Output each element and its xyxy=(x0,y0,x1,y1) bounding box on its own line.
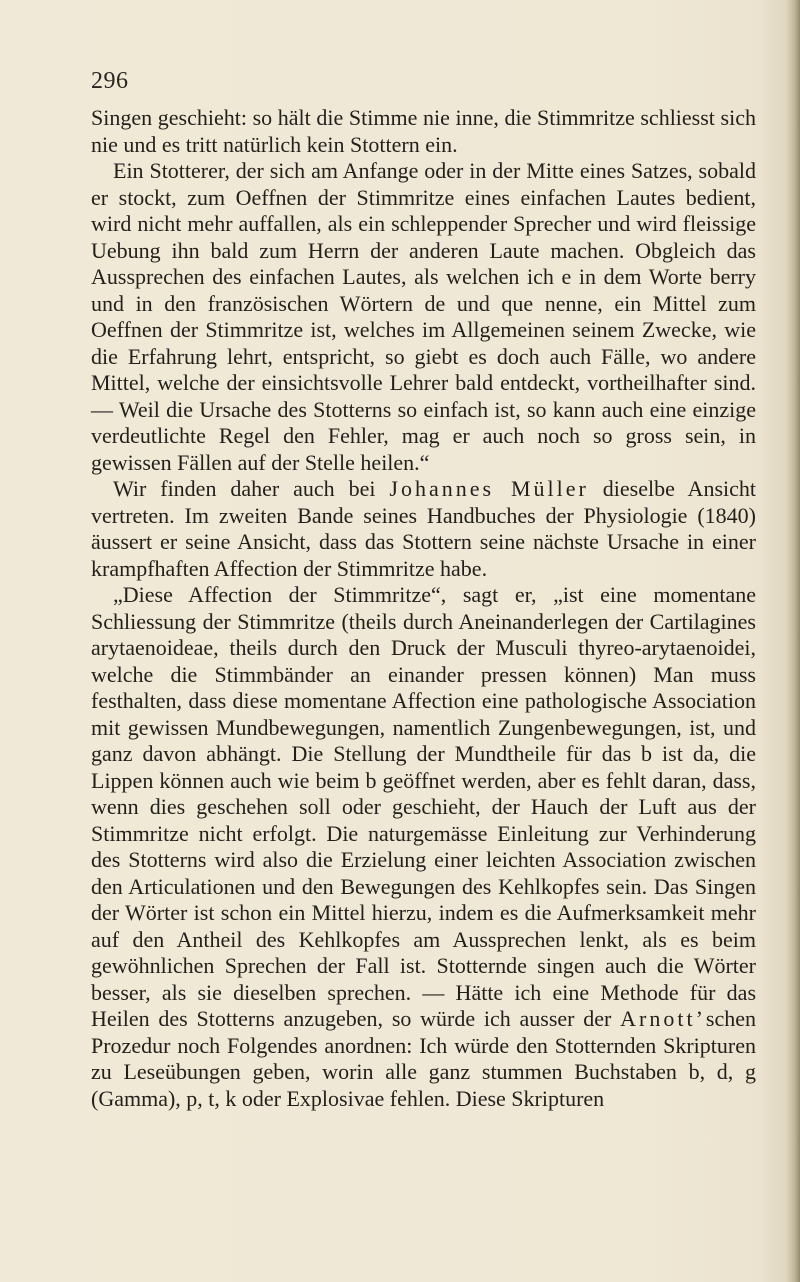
paragraph-4-before: „Diese Affection der Stimmritze“, sagt er, „ist eine momentane Schliessung der Stimmritze (theils durch Aneinanderlegen der Cartilagines arytaenoideae, theils durch den Druck der Musculi thyreo-arytaenoidei, welche die Stimmbänder an einander pressen können) Man muss festhalten, dass diese momentane Affection eine pathologische Association mit gewissen Mundbewegungen, namentlich Zungenbewegungen, ist, und ganz davon abhängt. Die Stellung der Mundtheile für das b ist da, die Lippen können auch wie beim b geöffnet werden, aber es fehlt daran, dass, wenn dies geschehen soll oder geschieht, der Hauch der Luft aus der Stimmritze nicht erfolgt. Die naturgemässe Einleitung zur Verhinderung des Stotterns wird also die Erzielung einer leichten Association zwischen den Articulationen und den Bewegungen des Kehlkopfes sein. Das Singen der Wörter ist schon ein Mittel hierzu, indem es die Aufmerksamkeit mehr auf den Antheil des Kehlkopfes am Aussprechen lenkt, als es beim gewöhnlichen Sprechen der Fall ist. Stotternde singen auch die Wörter besser, als sie dieselben sprechen. — Hätte ich eine Methode für das Heilen des Stotterns anzugeben, so würde ich ausser der xyxy=(91,582,756,1031)
paragraph-2: Ein Stotterer, der sich am Anfange oder in der Mitte eines Satzes, sobald er stockt, zum Oeffnen der Stimmritze eines einfachen Lautes bedient, wird nicht mehr auffallen, als ein schleppender Sprecher und wird fleissige Uebung ihn bald zum Herrn der anderen Laute machen. Obgleich das Aussprechen des einfachen Lautes, als welchen ich e in dem Worte berry und in den französischen Wörtern de und que nenne, ein Mittel zum Oeffnen der Stimmritze ist, welches im Allgemeinen seinem Zwecke, wie die Erfahrung lehrt, entspricht, so giebt es doch auch Fälle, wo andere Mittel, welche der einsichtsvolle Lehrer bald entdeckt, vortheilhafter sind. — Weil die Ursache des Stotterns so einfach ist, so kann auch eine einzige verdeutlichte Regel den Fehler, mag er auch noch so gross sein, in gewissen Fällen auf der Stelle heilen.“ xyxy=(91,158,756,475)
paragraph-3 xyxy=(91,476,756,582)
page-edge-shadow xyxy=(786,0,800,1282)
paragraph-3-after: dieselbe Ansicht vertreten. Im zweiten Bande seines Handbuches der Physiologie (1840) äussert er seine Ansicht, dass das Stottern seine nächste Ursache in einer krampfhaften Affection der Stimmritze habe. xyxy=(91,476,756,581)
body-text xyxy=(91,105,756,1112)
paragraph-1: Singen geschieht: so hält die Stimme nie inne, die Stimmritze schliesst sich nie und es tritt natürlich kein Stottern ein. xyxy=(91,105,756,157)
page-number: 296 xyxy=(91,68,129,94)
paragraph-4 xyxy=(91,582,756,1112)
author-name-mueller: Johannes Müller xyxy=(389,476,589,501)
author-name-arnott: Arnott’ xyxy=(620,1006,706,1031)
paragraph-4-after: schen Prozedur noch Folgendes anordnen: Ich würde den Stotternden Skripturen zu Leseübungen geben, worin alle ganz stummen Buchstaben b, d, g (Gamma), p, t, k oder Explosivae fehlen. Diese Skripturen xyxy=(91,1006,756,1111)
paragraph-3-before: Wir finden daher auch bei xyxy=(113,476,390,501)
